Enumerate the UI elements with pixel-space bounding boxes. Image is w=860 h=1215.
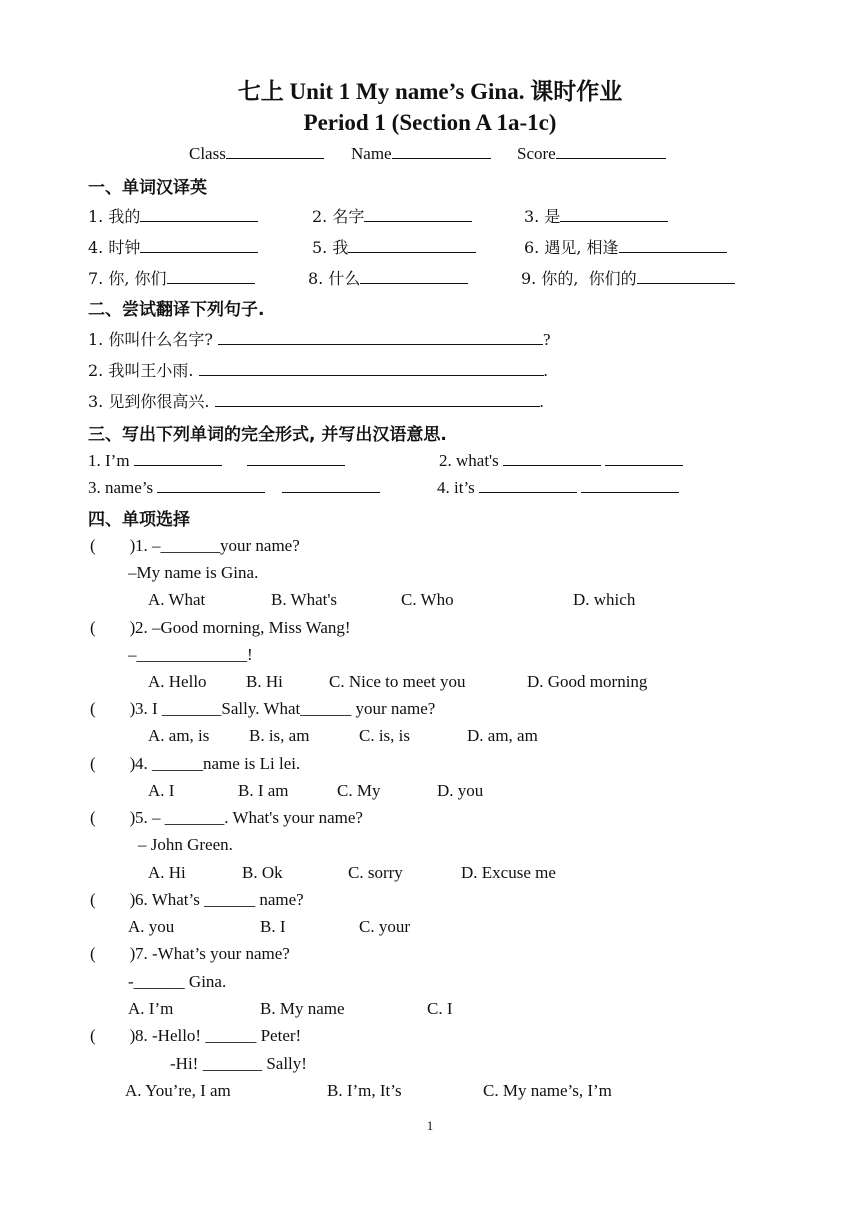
option[interactable]: C. Who xyxy=(401,590,454,609)
option[interactable]: C. My name’s, I’m xyxy=(483,1081,612,1100)
translate-item[interactable]: 2. 我叫王小雨. . xyxy=(88,361,548,380)
vocab-item[interactable]: 2. 名字 xyxy=(312,204,472,227)
question-8: 8. -Hello! ______ Peter! xyxy=(135,1026,302,1045)
option[interactable]: C. your xyxy=(359,917,410,936)
option[interactable]: D. you xyxy=(437,781,484,800)
translate-item[interactable]: 3. 见到你很高兴. . xyxy=(88,392,544,411)
question-2: 2. –Good morning, Miss Wang! xyxy=(135,618,351,637)
option[interactable]: B. What's xyxy=(271,590,338,609)
option[interactable]: B. Hi xyxy=(246,672,283,691)
vocab-item[interactable]: 5. 我 xyxy=(312,235,476,258)
option[interactable]: B. I xyxy=(260,917,286,936)
option[interactable]: B. Ok xyxy=(242,863,283,882)
section-1-heading: 一、单词汉译英 xyxy=(88,178,207,198)
answer-paren[interactable]: ( ) xyxy=(90,754,136,773)
worksheet-title: 七上 Unit 1 My name’s Gina. 课时作业 xyxy=(237,79,623,104)
translate-item[interactable]: 1. 你叫什么名字? ? xyxy=(88,330,551,349)
option[interactable]: C. My xyxy=(337,781,381,800)
question-4: 4. ______name is Li lei. xyxy=(135,754,301,773)
fullform-item[interactable]: 1. I’m xyxy=(88,450,345,471)
page-number: 1 xyxy=(426,1118,434,1133)
answer-paren[interactable]: ( ) xyxy=(90,944,136,963)
section-4-heading: 四、单项选择 xyxy=(88,510,190,530)
option[interactable]: C. sorry xyxy=(348,863,403,882)
option[interactable]: B. I am xyxy=(238,781,289,800)
worksheet-subtitle: Period 1 (Section A 1a-1c) xyxy=(303,110,557,135)
section-3-heading: 三、写出下列单词的完全形式, 并写出汉语意思. xyxy=(88,425,447,445)
question-1: 1. –_______your name? xyxy=(135,536,300,555)
option[interactable]: A. I’m xyxy=(128,999,174,1018)
answer-paren[interactable]: ( ) xyxy=(90,536,136,555)
option[interactable]: B. My name xyxy=(260,999,345,1018)
fullform-item[interactable]: 2. what's xyxy=(439,450,683,471)
name-field[interactable]: Name xyxy=(351,143,491,164)
question-8-reply: -Hi! _______ Sally! xyxy=(170,1054,307,1073)
option[interactable]: D. am, am xyxy=(467,726,538,745)
question-2-reply: –_____________! xyxy=(128,645,253,664)
option[interactable]: A. What xyxy=(148,590,206,609)
option[interactable]: C. is, is xyxy=(359,726,411,745)
vocab-item[interactable]: 9. 你的, 你们的 xyxy=(521,266,735,289)
fullform-item[interactable]: 3. name’s xyxy=(88,477,380,498)
vocab-item[interactable]: 8. 什么 xyxy=(308,266,468,289)
answer-paren[interactable]: ( ) xyxy=(90,699,136,718)
vocab-item[interactable]: 3. 是 xyxy=(524,204,668,227)
option[interactable]: D. Good morning xyxy=(527,672,648,691)
vocab-item[interactable]: 4. 时钟 xyxy=(88,235,258,258)
vocab-item[interactable]: 7. 你, 你们 xyxy=(88,266,255,289)
answer-paren[interactable]: ( ) xyxy=(90,808,136,827)
option[interactable]: B. I’m, It’s xyxy=(327,1081,402,1100)
question-5-reply: – John Green. xyxy=(138,835,233,854)
question-7-reply: -______ Gina. xyxy=(128,972,227,991)
answer-paren[interactable]: ( ) xyxy=(90,890,136,909)
option[interactable]: A. Hello xyxy=(148,672,207,691)
option[interactable]: A. You’re, I am xyxy=(125,1081,231,1100)
option[interactable]: D. which xyxy=(573,590,636,609)
vocab-item[interactable]: 6. 遇见, 相逢 xyxy=(524,235,727,258)
answer-paren[interactable]: ( ) xyxy=(90,1026,136,1045)
class-field[interactable]: Class xyxy=(189,143,324,164)
option[interactable]: A. am, is xyxy=(148,726,210,745)
option[interactable]: C. I xyxy=(427,999,453,1018)
question-1-reply: –My name is Gina. xyxy=(128,563,259,582)
option[interactable]: A. Hi xyxy=(148,863,186,882)
option[interactable]: A. you xyxy=(128,917,175,936)
option[interactable]: B. is, am xyxy=(249,726,310,745)
option[interactable]: A. I xyxy=(148,781,175,800)
section-2-heading: 二、尝试翻译下列句子. xyxy=(88,300,265,320)
fullform-item[interactable]: 4. it’s xyxy=(437,477,679,498)
score-field[interactable]: Score xyxy=(517,143,666,164)
question-7: 7. -What’s your name? xyxy=(135,944,290,963)
question-6: 6. What’s ______ name? xyxy=(135,890,304,909)
answer-paren[interactable]: ( ) xyxy=(90,618,136,637)
question-3: 3. I _______Sally. What______ your name? xyxy=(135,699,436,718)
question-5: 5. – _______. What's your name? xyxy=(135,808,363,827)
option[interactable]: D. Excuse me xyxy=(461,863,556,882)
vocab-item[interactable]: 1. 我的 xyxy=(88,204,258,227)
option[interactable]: C. Nice to meet you xyxy=(329,672,466,691)
